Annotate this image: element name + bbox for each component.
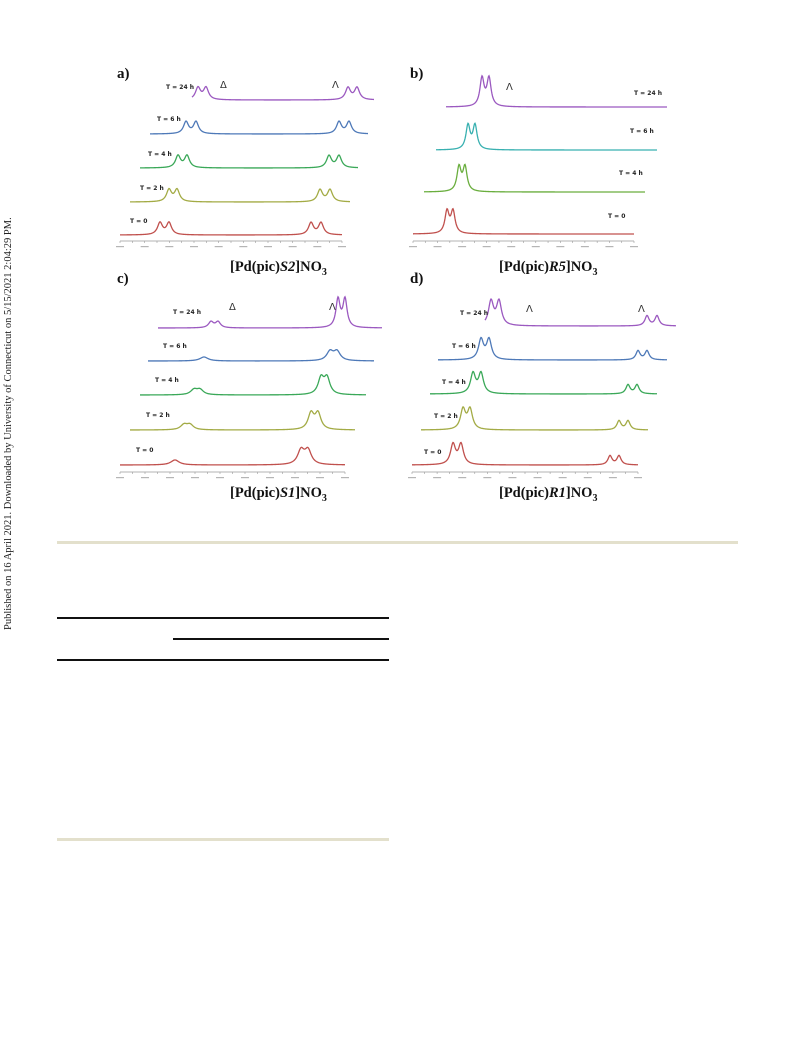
panel-c-caption: $[Pd(pic)S1]NO_3$	[230, 485, 327, 504]
axis-tick-label	[190, 246, 198, 247]
spectrum-trace	[148, 350, 374, 361]
panel-c-letter: c)	[117, 271, 129, 287]
axis-tick-label	[634, 477, 642, 478]
axis-tick-label	[289, 246, 297, 247]
trace-time-label: T = 24 h	[634, 90, 663, 97]
panel-d-letter: d)	[410, 271, 424, 287]
panel-b-caption: $[Pd(pic)R5]NO_3$	[499, 259, 598, 278]
panel-b-letter: b)	[410, 66, 424, 82]
trace-time-label: T = 0	[136, 447, 154, 454]
axis-tick-label	[291, 477, 299, 478]
panel-b	[409, 66, 667, 278]
trace-time-label: T = 0	[608, 213, 626, 220]
axis-tick-label	[556, 246, 564, 247]
panel-d	[408, 271, 676, 504]
trace-time-label: T = 2 h	[140, 185, 164, 192]
axis-tick-label	[165, 246, 173, 247]
download-notice-text: Published on 16 April 2021. Downloaded by University of Connecticut on 5/15/2021 2:04:29 PM.	[3, 217, 14, 630]
spectrum-trace	[424, 164, 645, 192]
spectrum-trace	[150, 121, 368, 134]
axis-tick-label	[534, 477, 542, 478]
axis-tick-label	[116, 246, 124, 247]
isomer-mark: Λ	[506, 82, 513, 93]
trace-time-label: T = 2 h	[146, 412, 170, 419]
table-bottom-rule	[57, 838, 389, 841]
axis-tick-label	[434, 246, 442, 247]
axis-tick-label	[166, 477, 174, 478]
trace-time-label: T = 24 h	[166, 84, 195, 91]
axis-tick-label	[241, 477, 249, 478]
axis-tick-label	[215, 246, 223, 247]
trace-time-label: T = 4 h	[619, 170, 643, 177]
axis-tick-label	[191, 477, 199, 478]
axis-tick-label	[630, 246, 638, 247]
axis-tick-label	[458, 246, 466, 247]
trace-time-label: T = 4 h	[148, 151, 172, 158]
axis-tick-label	[559, 477, 567, 478]
axis-tick-label	[483, 246, 491, 247]
axis-tick-label	[409, 246, 417, 247]
axis-tick-label	[216, 477, 224, 478]
axis-tick-label	[239, 246, 247, 247]
axis-tick-label	[141, 477, 149, 478]
spectrum-trace	[120, 222, 342, 235]
axis-tick-label	[483, 477, 491, 478]
trace-time-label: T = 6 h	[630, 128, 654, 135]
axis-tick-label	[609, 477, 617, 478]
spectrum-trace	[485, 299, 676, 326]
axis-tick-label	[264, 246, 272, 247]
trace-time-label: T = 0	[130, 218, 148, 225]
table-mid-rule	[57, 659, 389, 661]
trace-time-label: T = 24 h	[173, 309, 202, 316]
spectrum-trace	[412, 443, 638, 465]
trace-time-label: T = 6 h	[157, 116, 181, 123]
isomer-mark: Δ	[229, 302, 236, 313]
panel-a-caption: $[Pd(pic)S2]NO_3$	[230, 259, 327, 278]
isomer-mark: Λ	[638, 304, 645, 315]
axis-tick-label	[313, 246, 321, 247]
isomer-mark: Λ	[526, 304, 533, 315]
axis-tick-label	[458, 477, 466, 478]
axis-tick-label	[581, 246, 589, 247]
spectrum-trace	[120, 447, 345, 465]
isomer-mark: Δ	[220, 80, 227, 91]
trace-time-label: T = 0	[424, 449, 442, 456]
axis-tick-label	[584, 477, 592, 478]
axis-tick-label	[116, 477, 124, 478]
axis-tick-label	[338, 246, 346, 247]
axis-tick-label	[266, 477, 274, 478]
spectrum-trace	[140, 155, 358, 168]
spectrum-trace	[436, 123, 657, 150]
axis-tick-label	[605, 246, 613, 247]
axis-tick-label	[507, 246, 515, 247]
trace-time-label: T = 24 h	[460, 310, 489, 317]
axis-tick-label	[433, 477, 441, 478]
axis-tick-label	[408, 477, 416, 478]
axis-tick-label	[532, 246, 540, 247]
trace-time-label: T = 4 h	[155, 377, 179, 384]
axis-tick-label	[316, 477, 324, 478]
spectrum-trace	[413, 209, 634, 234]
isomer-mark: Λ	[332, 80, 339, 91]
trace-time-label: T = 2 h	[434, 413, 458, 420]
table-top-rule	[57, 617, 389, 619]
isomer-mark: Λ	[329, 302, 336, 313]
download-notice	[3, 217, 23, 650]
panel-a	[116, 66, 374, 278]
trace-time-label: T = 6 h	[452, 343, 476, 350]
trace-time-label: T = 4 h	[442, 379, 466, 386]
axis-tick-label	[508, 477, 516, 478]
figure-divider	[57, 541, 738, 544]
table-header-rule	[173, 638, 389, 640]
trace-time-label: T = 6 h	[163, 343, 187, 350]
panel-a-letter: a)	[117, 66, 130, 82]
axis-tick-label	[141, 246, 149, 247]
axis-tick-label	[341, 477, 349, 478]
panel-c	[116, 271, 382, 504]
panel-d-caption: $[Pd(pic)R1]NO_3$	[499, 485, 598, 504]
